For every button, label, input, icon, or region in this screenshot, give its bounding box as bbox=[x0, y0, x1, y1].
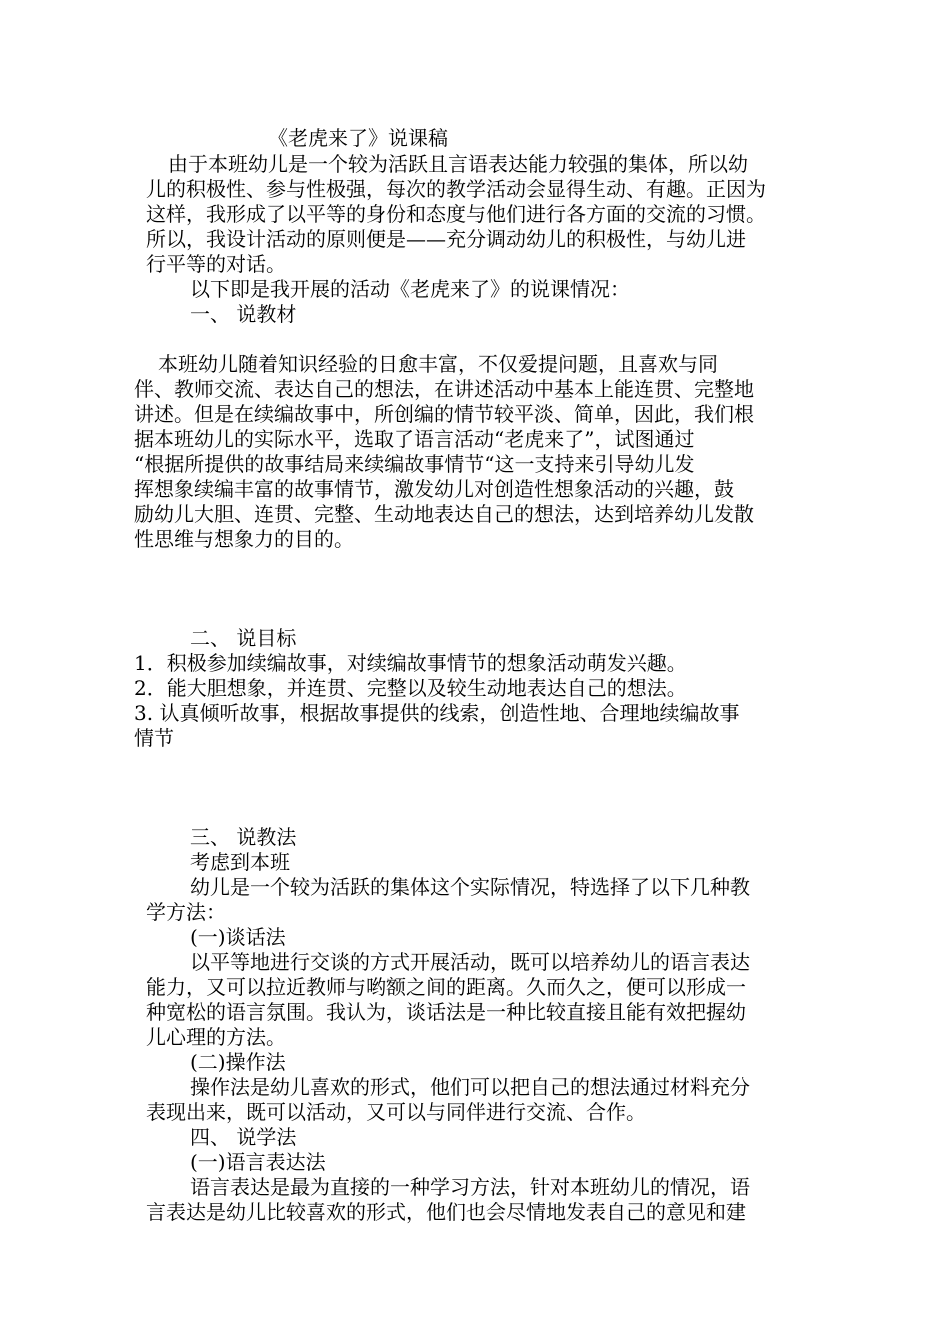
subsection-heading: (二)操作法 bbox=[190, 1050, 286, 1074]
paragraph-line: 幼儿是一个较为活跃的集体这个实际情况，特选择了以下几种教 bbox=[190, 875, 750, 899]
section-heading: 三、 说教法 bbox=[190, 825, 297, 849]
paragraph-line: 儿心理的方法。 bbox=[146, 1025, 286, 1049]
paragraph-line: 据本班幼儿的实际水平，选取了语言活动“老虎来了”，试图通过 bbox=[134, 427, 695, 451]
paragraph-line: “根据所提供的故事结局来续编故事情节“这一支持来引导幼儿发 bbox=[134, 452, 695, 476]
section-heading: 一、 说教材 bbox=[190, 302, 297, 326]
paragraph-line: 学方法： bbox=[146, 900, 226, 924]
intro-line: 所以，我设计活动的原则便是——充分调动幼儿的积极性，与幼儿进 bbox=[146, 227, 746, 251]
paragraph-line: 语言表达是最为直接的一种学习方法，针对本班幼儿的情况，语 bbox=[190, 1175, 750, 1199]
goal-item: 1．积极参加续编故事，对续编故事情节的想象活动萌发兴趣。 bbox=[134, 651, 687, 675]
paragraph-line: 言表达是幼儿比较喜欢的形式，他们也会尽情地发表自己的意见和建 bbox=[146, 1200, 746, 1224]
intro-line: 以下即是我开展的活动《老虎来了》的说课情况： bbox=[190, 277, 630, 301]
intro-line: 这样，我形成了以平等的身份和态度与他们进行各方面的交流的习惯。 bbox=[146, 202, 766, 226]
goal-item: 情节 bbox=[134, 726, 174, 750]
section-heading: 四、 说学法 bbox=[190, 1125, 297, 1149]
intro-line: 行平等的对话。 bbox=[146, 252, 286, 276]
paragraph-line: 挥想象续编丰富的故事情节，激发幼儿对创造性想象活动的兴趣，鼓 bbox=[134, 477, 734, 501]
subsection-heading: (一)谈话法 bbox=[190, 925, 286, 949]
paragraph-line: 表现出来，既可以活动，又可以与同伴进行交流、合作。 bbox=[146, 1100, 646, 1124]
paragraph-line: 考虑到本班 bbox=[190, 850, 290, 874]
section-heading: 二、 说目标 bbox=[190, 626, 297, 650]
paragraph-line: 性思维与想象力的目的。 bbox=[134, 527, 354, 551]
paragraph-line: 以平等地进行交谈的方式开展活动，既可以培养幼儿的语言表达 bbox=[190, 950, 750, 974]
goal-item: 2．能大胆想象，并连贯、完整以及较生动地表达自己的想法。 bbox=[134, 676, 687, 700]
paragraph-line: 励幼儿大胆、连贯、完整、生动地表达自己的想法，达到培养幼儿发散 bbox=[134, 502, 754, 526]
paragraph-line: 能力，又可以拉近教师与哟额之间的距离。久而久之，便可以形成一 bbox=[146, 975, 746, 999]
paragraph-line: 本班幼儿随着知识经验的日愈丰富，不仅爱提问题，且喜欢与同 bbox=[158, 352, 718, 376]
paragraph-line: 种宽松的语言氛围。我认为，谈话法是一种比较直接且能有效把握幼 bbox=[146, 1000, 746, 1024]
paragraph-line: 操作法是幼儿喜欢的形式，他们可以把自己的想法通过材料充分 bbox=[190, 1075, 750, 1099]
document-title: 《老虎来了》说课稿 bbox=[268, 126, 448, 150]
subsection-heading: (一)语言表达法 bbox=[190, 1150, 326, 1174]
goal-item: 3. 认真倾听故事，根据故事提供的线索，创造性地、合理地续编故事 bbox=[134, 701, 740, 725]
intro-line: 儿的积极性、参与性极强，每次的教学活动会显得生动、有趣。正因为 bbox=[146, 177, 766, 201]
paragraph-line: 讲述。但是在续编故事中，所创编的情节较平淡、简单，因此，我们根 bbox=[134, 402, 754, 426]
paragraph-line: 伴、教师交流、表达自己的想法，在讲述活动中基本上能连贯、完整地 bbox=[134, 377, 754, 401]
intro-line: 由于本班幼儿是一个较为活跃且言语表达能力较强的集体，所以幼 bbox=[168, 152, 748, 176]
